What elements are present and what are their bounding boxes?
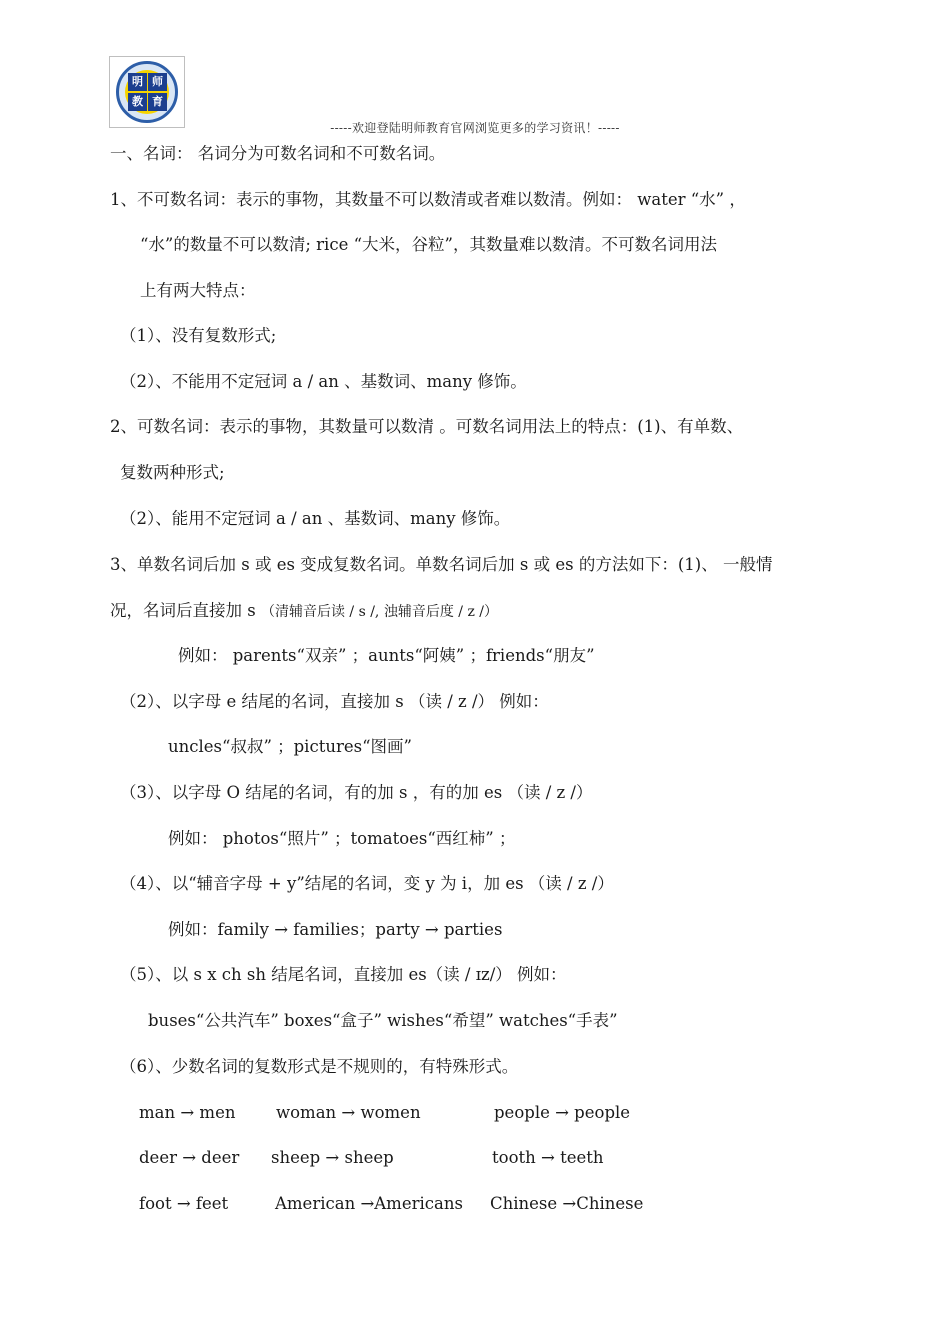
irregular-plural-item: foot → feet	[139, 1194, 229, 1213]
irregular-plural-item: Chinese →Chinese	[490, 1194, 644, 1213]
logo-char-1: 明	[128, 73, 147, 91]
paragraph-line: 复数两种形式;	[120, 463, 225, 482]
irregular-plural-item: sheep → sheep	[271, 1148, 394, 1167]
example-line: 例如： parents“双亲” ；aunts“阿姨” ；friends“朋友”	[178, 646, 595, 665]
paragraph-line: 上有两大特点：	[140, 281, 256, 300]
irregular-plural-item: woman → women	[276, 1103, 421, 1122]
logo-char-4: 育	[148, 93, 167, 111]
irregular-plural-item: deer → deer	[139, 1148, 240, 1167]
paragraph-line: 1、不可数名词：表示的事物，其数量不可以数清或者难以数清。例如： water “水” ，	[110, 190, 746, 209]
paragraph-line: 3、单数名词后加 s 或 es 变成复数名词。单数名词后加 s 或 es 的方法如下：(1)、 一般情	[110, 555, 773, 574]
example-line: 例如：family → families；party → parties	[168, 920, 503, 939]
paragraph-text: 况，名词后直接加 s	[110, 601, 261, 620]
logo-char-3: 教	[128, 93, 147, 111]
paragraph-line: （1）、没有复数形式;	[120, 326, 277, 345]
example-line: uncles“叔叔” ；pictures“图画”	[168, 737, 412, 756]
paragraph-line: （2）、能用不定冠词 a / an 、基数词、many 修饰。	[120, 509, 511, 528]
irregular-plural-item: tooth → teeth	[492, 1148, 604, 1167]
example-line: buses“公共汽车” boxes“盒子” wishes“希望” watches“手表”	[148, 1011, 618, 1030]
logo	[109, 56, 185, 128]
logo-char-2: 师	[148, 73, 167, 91]
section-title: 一、名词： 名词分为可数名词和不可数名词。	[110, 144, 446, 163]
logo-center	[125, 70, 169, 114]
irregular-plural-item: people → people	[494, 1103, 631, 1122]
paragraph-line: （6）、少数名词的复数形式是不规则的，有特殊形式。	[120, 1057, 519, 1076]
paragraph-line: （3）、以字母 O 结尾的名词，有的加 s ，有的加 es （读 / z /）	[120, 783, 593, 802]
paragraph-line: （2）、不能用不定冠词 a / an 、基数词、many 修饰。	[120, 372, 527, 391]
paragraph-line: （2）、以字母 e 结尾的名词，直接加 s （读 / z /） 例如：	[120, 692, 549, 711]
example-line: 例如： photos“照片” ；tomatoes“西红柿” ；	[168, 829, 516, 848]
paragraph-line: “水”的数量不可以数清; rice “大米，谷粒”，其数量难以数清。不可数名词用法	[140, 235, 717, 254]
irregular-plural-item: man → men	[139, 1103, 236, 1122]
logo-emblem	[116, 61, 178, 123]
pronunciation-note: （清辅音后读 / s /, 浊辅音后度 / z /）	[260, 604, 498, 620]
paragraph-line: （4）、以“辅音字母 + y”结尾的名词，变 y 为 i，加 es （读 / z /）	[120, 874, 614, 893]
paragraph-line: 2、可数名词：表示的事物，其数量可以数清 。可数名词用法上的特点：(1)、有单数、	[110, 417, 744, 436]
paragraph-line	[110, 600, 498, 623]
paragraph-line: （5）、以 s x ch sh 结尾名词，直接加 es（读 / ɪz/） 例如：	[120, 965, 567, 984]
irregular-plural-item: American →Americans	[275, 1194, 463, 1213]
header-banner: -----欢迎登陆明师教育官网浏览更多的学习资讯！-----	[330, 121, 620, 135]
